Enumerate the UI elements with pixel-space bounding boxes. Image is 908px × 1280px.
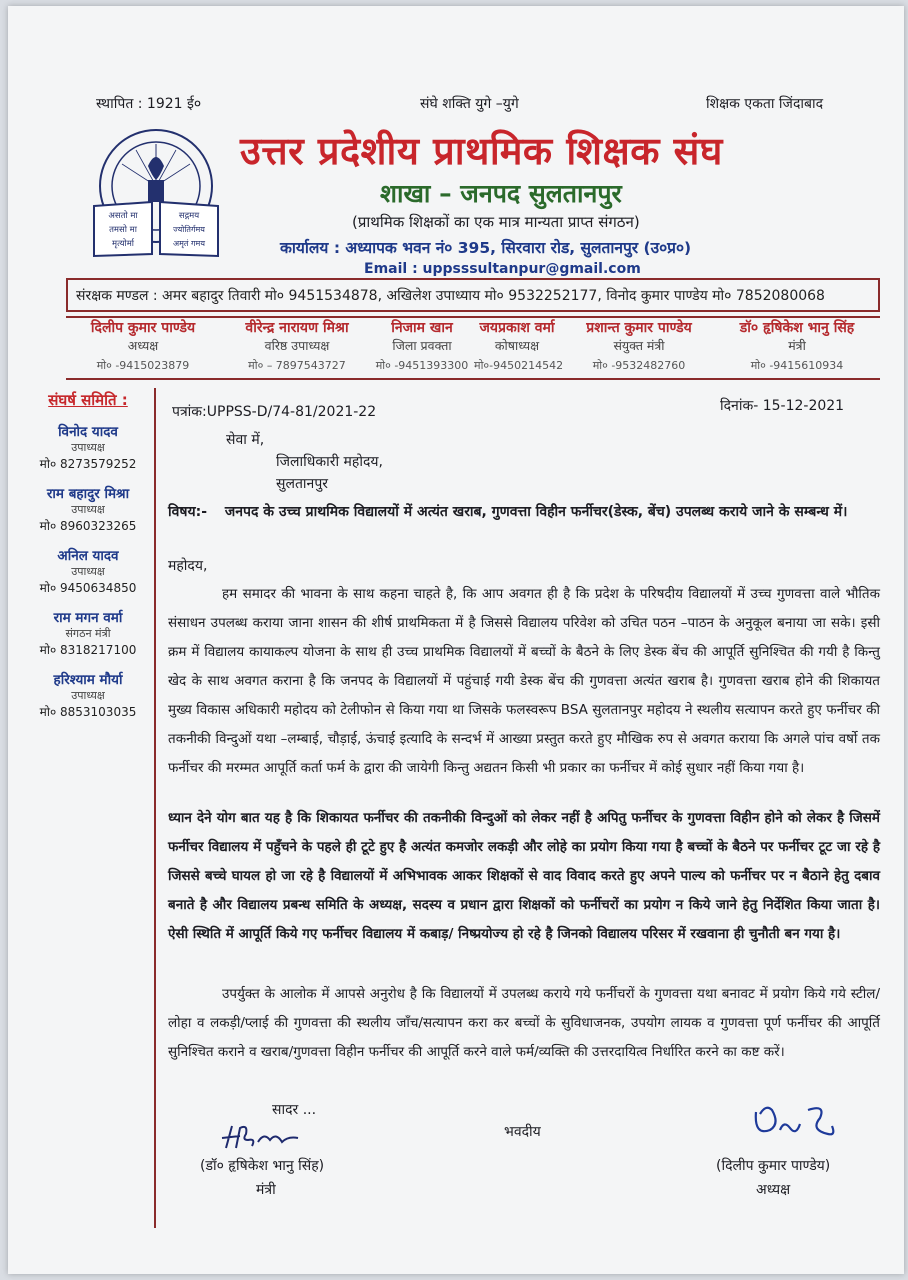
signatory-left-title: मंत्री: [256, 1182, 276, 1198]
member-role: उपाध्यक्ष: [71, 441, 105, 454]
body-paragraph: उपर्युक्त के आलोक में आपसे अनुरोध है कि विद्यालयों में उपलब्ध कराये गये फर्नीचरों के गुणवत्ता यथा बनावट में प्रयोग किये गये स्टील/लोहा व लकड़ी/प्लाई की गुणवत्ता की स्थलीय जाँच/सत्यापन करा कर बच्चों के सुविधाजनक, उपयोग लायक व गुणवत्ता पूर्ण फर्नीचर की आपूर्ति सुनिश्चित कराने व खराब/गुणवत्ता विहीन फर्नीचर की आपूर्ति करने वाले फर्म/व्यक्ति की उत्तरदायित्व निर्धारित करने का कष्ट करें।: [168, 986, 880, 1060]
recipient-line: सुलतानपुर: [276, 476, 329, 492]
member-phone: मो० 8960323265: [39, 519, 137, 533]
officials-row: [66, 318, 880, 378]
member-phone: मो० 8318217100: [39, 643, 137, 657]
svg-text:असतो मा: असतो मा: [108, 211, 138, 221]
official-name: निजाम खान: [391, 320, 453, 336]
subject-line: [168, 498, 880, 527]
svg-text:सद्गमय: सद्गमय: [178, 211, 200, 221]
subject-text: जनपद के उच्च प्राथमिक विद्यालयों में अत्यंत खराब, गुणवत्ता विहीन फर्नीचर(डेस्क, बेंच) उपलब्ध कराये जाने के सम्बन्ध में।: [224, 504, 848, 520]
member-phone: मो० 8273579252: [39, 457, 137, 471]
signatory-right-title: अध्यक्ष: [756, 1182, 791, 1198]
committee-member: [24, 546, 152, 596]
member-role: उपाध्यक्ष: [71, 565, 105, 578]
sidebar-divider: [154, 388, 156, 1228]
official-card: [78, 318, 208, 373]
divider: [66, 378, 880, 380]
svg-text:ज्योतिर्गमय: ज्योतिर्गमय: [173, 225, 205, 234]
official-name: दिलीप कुमार पाण्डेय: [90, 320, 196, 336]
official-name: वीरेन्द्र नारायण मिश्रा: [245, 320, 349, 336]
motto: संघे शक्ति युगे –युगे: [420, 96, 519, 112]
official-card: [374, 318, 470, 373]
yours-faithfully: भवदीय: [504, 1124, 541, 1140]
member-name: राम मगन वर्मा: [53, 610, 123, 626]
official-role: वरिष्ठ उपाध्यक्ष: [264, 338, 330, 353]
branch-name: शाखा – जनपद सुलतानपुर: [380, 179, 622, 208]
signature-right-icon: [750, 1100, 840, 1146]
official-name: प्रशान्त कुमार पाण्डेय: [586, 320, 692, 336]
committee-sidebar: [24, 390, 152, 732]
member-phone: मो० 9450634850: [39, 581, 137, 595]
org-email: Email : uppsssultanpur@gmail.com: [364, 261, 641, 277]
official-name: डॉ० हृषिकेश भानु सिंह: [739, 320, 855, 336]
office-address: कार्यालय : अध्यापक भवन नं० 395, सिरवारा रोड, सुलतानपुर (उ०प्र०): [280, 239, 692, 257]
letterhead-page: [8, 6, 904, 1274]
official-phone: मो० -9532482760: [592, 359, 686, 372]
signatory-left-name: (डॉ० हृषिकेश भानु सिंह): [200, 1158, 325, 1174]
org-title: उत्तर प्रदेशीय प्राथमिक शिक्षक संघ: [240, 129, 723, 173]
official-card: [226, 318, 368, 373]
letter-date: दिनांक- 15-12-2021: [720, 398, 845, 414]
committee-member: [24, 608, 152, 658]
body-paragraph: हम समादर की भावना के साथ कहना चाहते है, कि आप अवगत ही है कि प्रदेश के परिषदीय विद्यालयों में उच्च गुणवत्ता वाले भौतिक संसाधन उपलब्ध कराया जाना शासन की शीर्ष प्राथमिकता में है जिससे विद्यालय परिवेश को उचित पठन –पाठन के अनुकूल बनाया जा सके। इसी क्रम में विद्यालय कायाकल्प योजना के साथ ही उच्च प्राथमिक विद्यालयों में बच्चों के बैठने के लिए डेस्क बेंच की आपूर्ति सुनिश्चित की गयी है किन्तु खेद के साथ अवगत कराना है कि जनपद के विद्यालयों में पहुंचाई गयी डेस्क बेंच की गुणवत्ता अत्यंत खराब है। गुणवत्ता खराब होने की शिकायत मुख्य विकास अधिकारी महोदय को टेलीफोन से किया गया था जिसके फलस्वरूप BSA सुलतानपुर महोदय ने स्थलीय सत्यापन करते हुए फर्नीचर की तकनीकी विन्दुओं यथा –लम्बाई, चौड़ाई, ऊंचाई इत्यादि के सन्दर्भ में आख्या प्रस्तुत करते हुए मौखिक रुप से अवगत कराया कि अगले पांच वर्षो तक फर्नीचर की मरम्मत आपूर्ति कर्ता फर्म के द्वारा की जायेगी किन्तु अद्यतन किसी भी प्रकार का फर्नीचर में कोई सुधार नहीं किया गया है।: [168, 586, 880, 776]
official-phone: मो० -9415610934: [750, 359, 844, 372]
member-role: उपाध्यक्ष: [71, 503, 105, 516]
official-role: संयुक्त मंत्री: [613, 338, 665, 353]
committee-member: [24, 422, 152, 472]
recipient-line: जिलाधिकारी महोदय,: [276, 454, 383, 470]
official-card: [564, 318, 714, 373]
member-name: हरिश्याम मौर्या: [53, 672, 123, 688]
official-phone: मो०-9450214542: [474, 359, 564, 372]
official-phone: मो० -9415023879: [96, 359, 190, 372]
official-phone: मो० – 7897543727: [248, 359, 346, 372]
member-role: संगठन मंत्री: [65, 627, 111, 640]
svg-text:तमसो मा: तमसो मा: [109, 225, 137, 235]
reference-number: पत्रांक:UPPSS-D/74-81/2021-22: [172, 404, 377, 420]
signature-left-icon: [218, 1118, 308, 1158]
org-tagline: (प्राथमिक शिक्षकों का एक मात्र मान्यता प्राप्त संगठन): [352, 213, 640, 231]
signatory-right-name: (दिलीप कुमार पाण्डेय): [716, 1158, 831, 1174]
org-logo-icon: [86, 124, 226, 260]
established-year: स्थापित : 1921 ई०: [96, 96, 202, 112]
recipient-line: सेवा में,: [226, 432, 265, 448]
svg-text:मृत्योर्मा: मृत्योर्मा: [112, 239, 134, 249]
svg-text:अमृतं गमय: अमृतं गमय: [173, 239, 205, 248]
committee-member: [24, 670, 152, 720]
closing: सादर ...: [272, 1102, 317, 1118]
slogan: शिक्षक एकता जिंदाबाद: [706, 96, 824, 112]
subject-label: विषय:-: [168, 504, 208, 520]
official-card: [718, 318, 876, 373]
member-name: राम बहादुर मिश्रा: [46, 486, 130, 502]
member-name: विनोद यादव: [58, 424, 118, 440]
body-paragraph: ध्यान देने योग बात यह है कि शिकायत फर्नीचर की तकनीकी विन्दुओं को लेकर नहीं है अपितु फर्नीचर के गुणवत्ता विहीन होने को लेकर है जिसमें फर्नीचर विद्यालय में पहुँचने के पहले ही टूटे हुए है अत्यंत कमजोर लकड़ी और लोहे का प्रयोग किया गया है बच्चों के बैठने पर फर्नीचर टूट जा रहे है जिससे बच्चे घायल हो जा रहे है विद्यालयों में अभिभावक आकर शिक्षकों से वाद विवाद करते हुए अपने पाल्य को फर्नीचर पर न बैठाने हेतु दबाव बनाते है और विद्यालय प्रबन्ध समिति के अध्यक्ष, सदस्य व प्रधान द्वारा शिक्षकों को फर्नीचरों का प्रयोग न किये जाने हेतु निर्देशित किया जाता है। ऐसी स्थिति में आपूर्ति किये गए फर्नीचर विद्यालय में कबाड़/ निष्प्रयोज्य हो रहे है जिनको विद्यालय परिसर में रखवाना ही चुनौती बन गया है।: [168, 810, 880, 942]
official-name: जयप्रकाश वर्मा: [479, 320, 555, 336]
official-role: अध्यक्ष: [127, 338, 159, 353]
official-role: जिला प्रवक्ता: [392, 338, 452, 353]
salutation: महोदय,: [168, 558, 208, 574]
committee-member: [24, 484, 152, 534]
official-role: मंत्री: [788, 338, 806, 353]
committee-title: संघर्ष समिति :: [48, 391, 128, 409]
official-role: कोषाध्यक्ष: [494, 338, 540, 353]
official-card: [474, 318, 564, 373]
member-role: उपाध्यक्ष: [71, 689, 105, 702]
member-phone: मो० 8853103035: [39, 705, 137, 719]
patrons-box: संरक्षक मण्डल : अमर बहादुर तिवारी मो० 9451534878, अखिलेश उपाध्याय मो० 9532252177, विनोद कुमार पाण्डेय मो० 7852080068: [66, 278, 880, 312]
member-name: अनिल यादव: [57, 548, 119, 564]
official-phone: मो० -9451393300: [375, 359, 469, 372]
